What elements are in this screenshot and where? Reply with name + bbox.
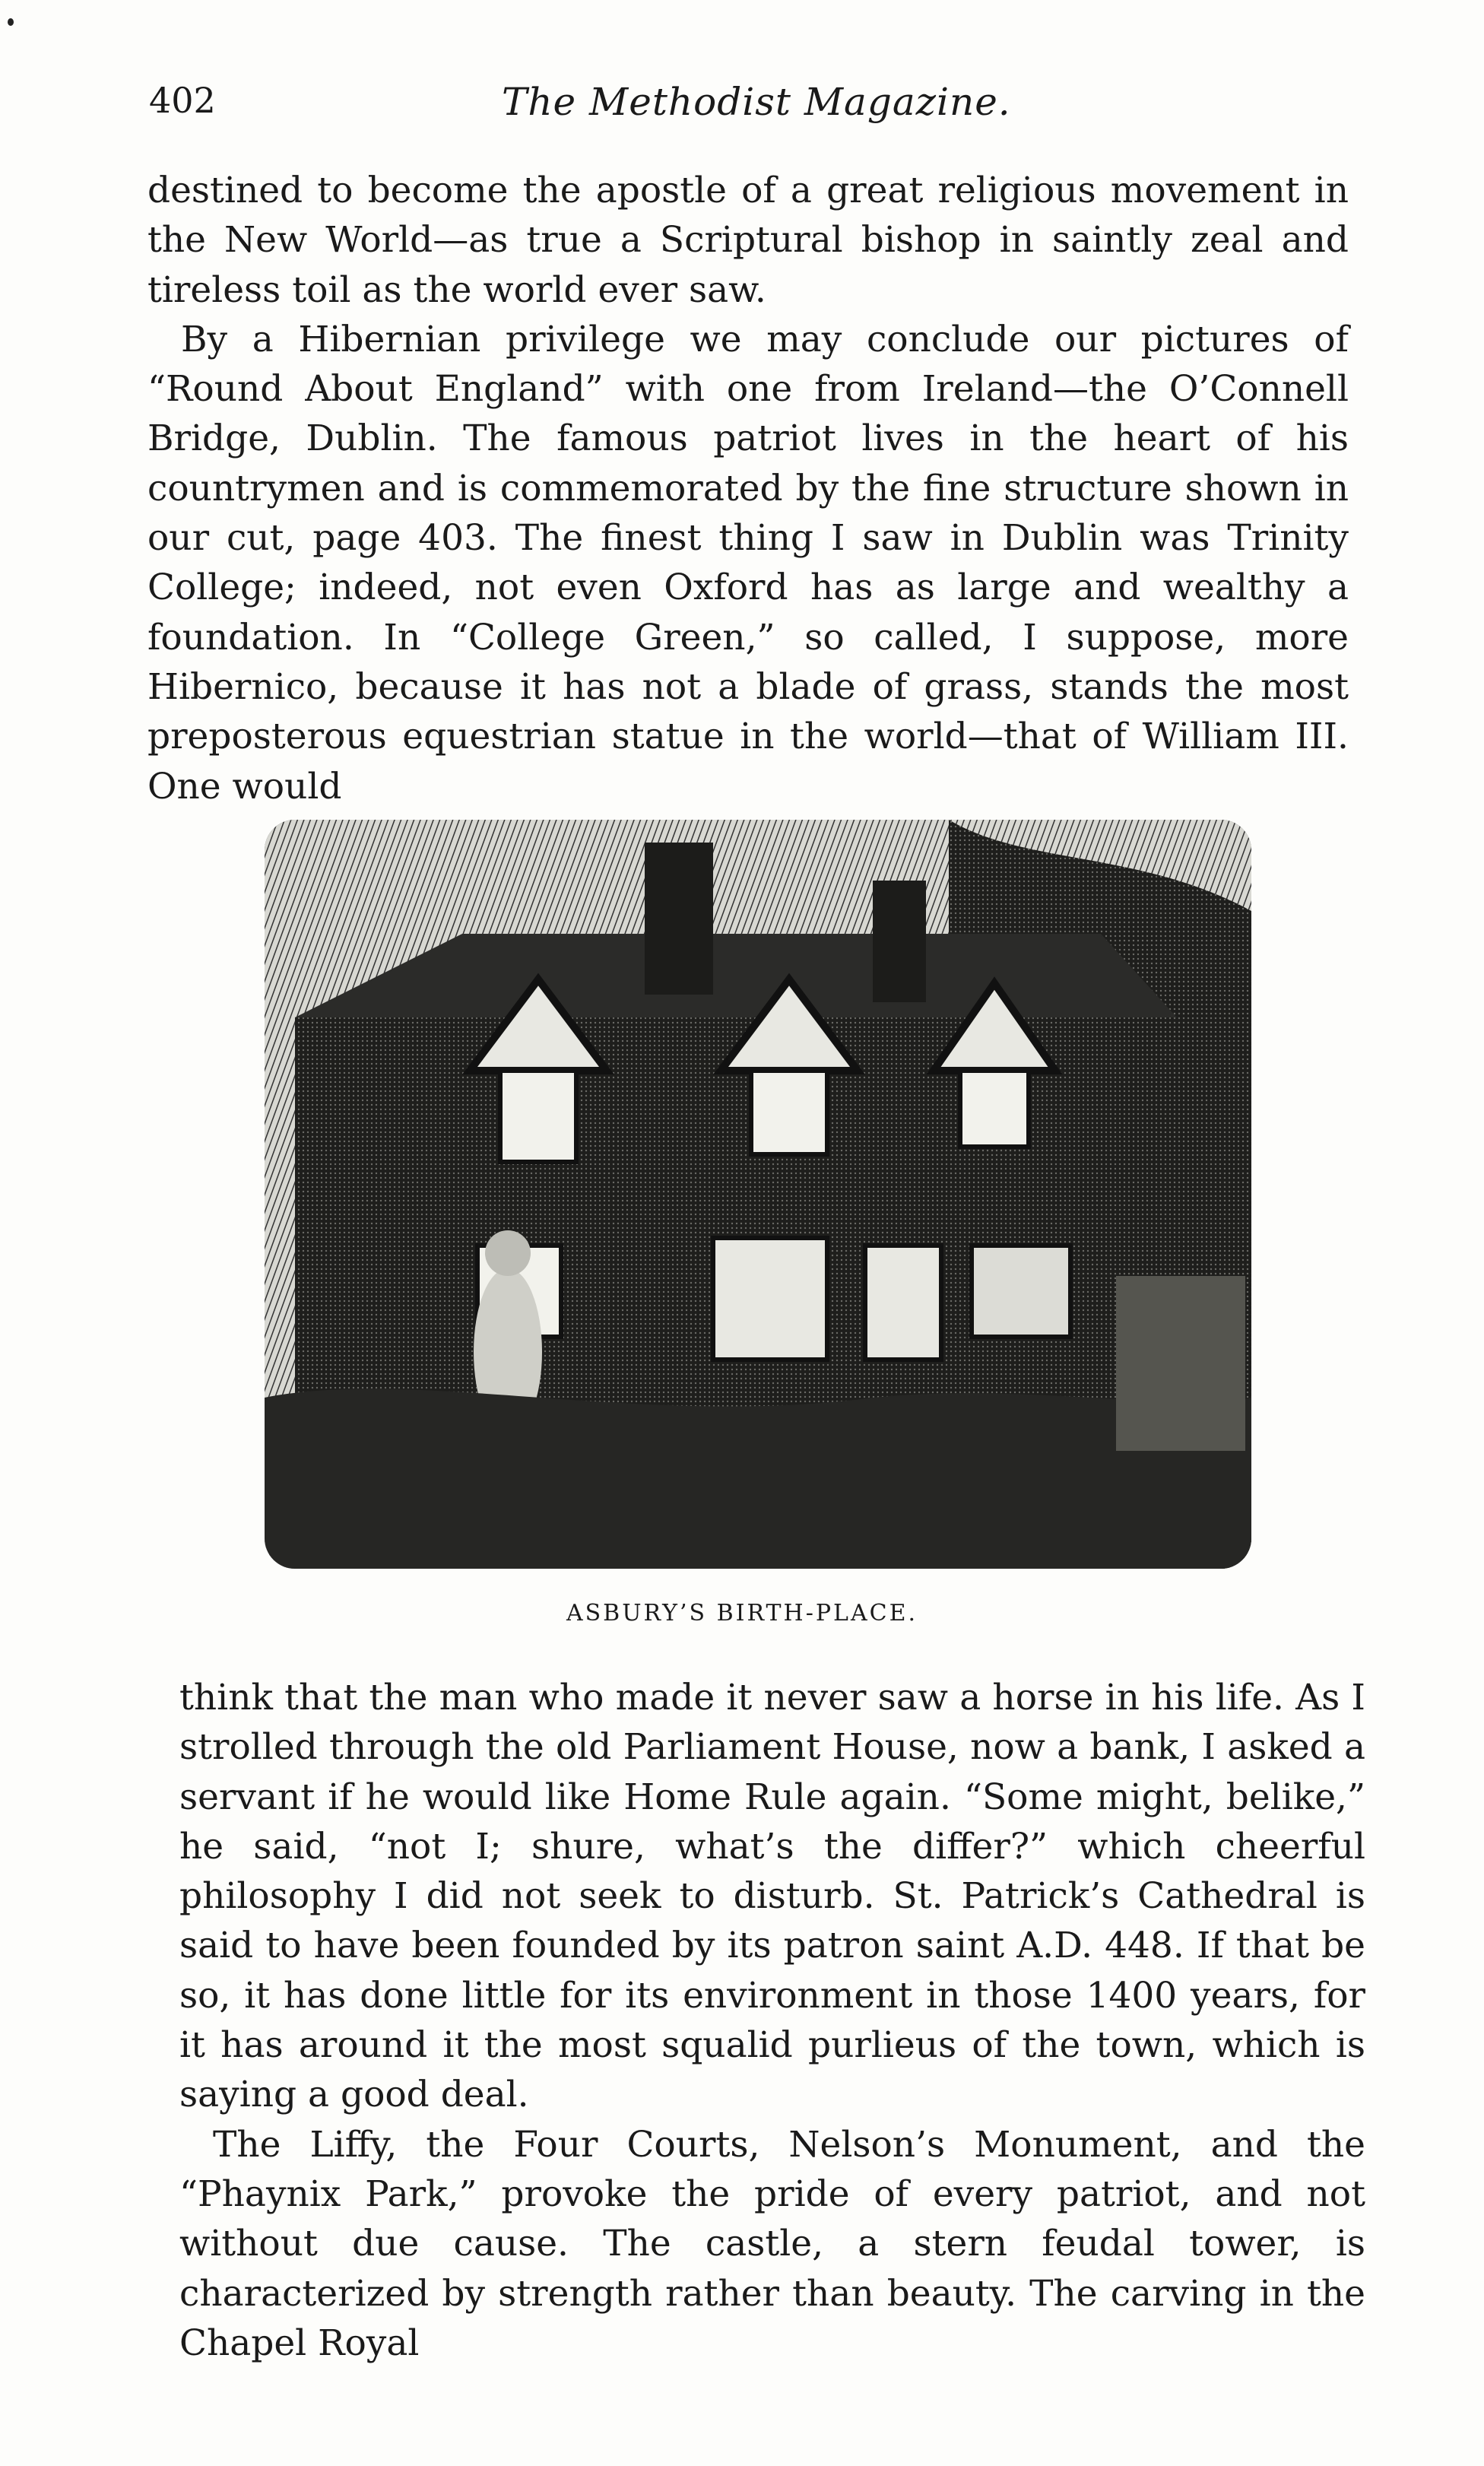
paragraph: destined to become the apostle of a great religious movement in the New World—as true a Scriptural bishop in saintly zeal and tireless toil as the world ever saw. [147, 170, 1349, 311]
ink-speck [8, 18, 14, 26]
house-engraving [265, 820, 1251, 1569]
running-title: The Methodist Magazine. [502, 80, 1011, 124]
paragraph: The Liffy, the Four Courts, Nelson’s Monument, and the “Phaynix Park,” provoke the pride of every patriot, and not without due cause. The castle, a stern feudal tower, is characterized by strength rather than beauty. The carving in the Chapel Royal [179, 2123, 1365, 2364]
paragraph: By a Hibernian privilege we may conclude our pictures of “Round About England” with one from Ireland—the O’Connell Bridge, Dublin. The famous patriot lives in the heart of his countrymen and is commemorated by the fine structure shown in our cut, page 403. The finest thing I saw in Dublin was Trinity College; indeed, not even Oxford has as large and wealthy a foundation. In “College Green,” so called, I suppose, more Hibernico, because it has not a blade of grass, stands the most preposterous equestrian statue in the world—that of William III. One would [147, 318, 1349, 808]
page-number: 402 [149, 80, 216, 121]
figure-caption: ASBURY’S BIRTH-PLACE. [566, 1600, 918, 1627]
paragraph: think that the man who made it never saw a horse in his life. As I strolled through the old Parliament House, now a bank, I asked a servant if he would like Home Rule again. “Some might, belike,” he said, “not I; shure, what’s the differ?” which cheerful philosophy I did not seek to disturb. St. Patrick’s Cathedral is said to have been founded by its patron saint A.D. 448. If that be so, it has done little for its environment in those 1400 years, for it has around it the most squalid purlieus of the town, which is saying a good deal. [179, 1677, 1365, 2116]
page-header [144, 80, 1361, 141]
text-block-bottom [179, 1673, 1365, 2368]
engraving-illustration [265, 820, 1251, 1569]
text-block-top [147, 166, 1349, 811]
